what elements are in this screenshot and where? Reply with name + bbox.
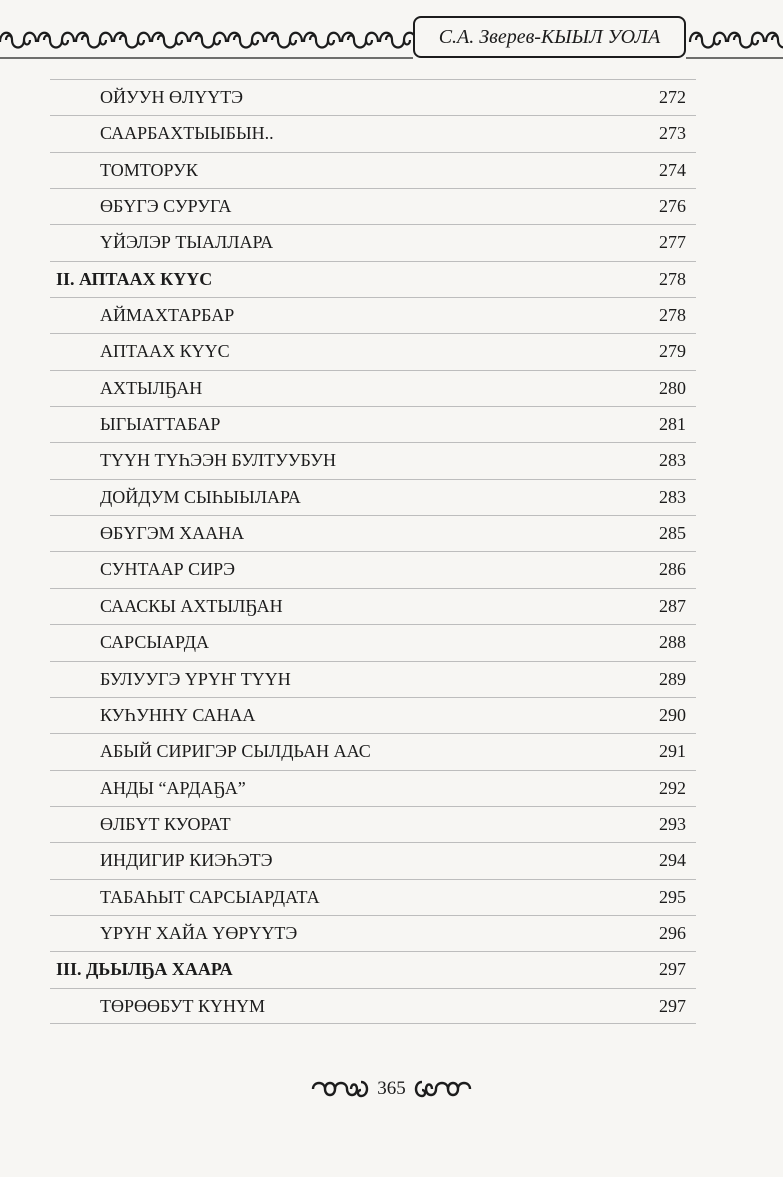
toc-section-row [50, 261, 696, 297]
toc-page-number: 290 [659, 704, 686, 725]
toc-title: ҮЙЭЛЭР ТЫАЛЛАРА [100, 232, 274, 253]
running-head-title: С.А. Зверев-КЫЫЛ УОЛА [438, 25, 661, 48]
toc-row [50, 915, 696, 951]
toc-title: ДОЙДУМ СЫҺЫЫЛАРА [100, 486, 301, 507]
toc-title: ӨБҮГЭ СУРУГА [100, 196, 232, 217]
toc-row [50, 806, 696, 842]
toc-title: II. АПТААХ КҮҮС [56, 268, 213, 289]
toc-title: ӨБҮГЭМ ХААНА [100, 523, 245, 544]
toc-row [50, 406, 696, 442]
toc-page-number: 278 [659, 268, 686, 289]
toc-row [50, 624, 696, 660]
page-number: 365 [377, 1078, 406, 1099]
toc-title: СААСКЫ АХТЫЛҔАН [100, 595, 283, 616]
toc-page-number: 280 [659, 377, 686, 398]
toc-page-number: 272 [659, 87, 686, 107]
toc-row [50, 333, 696, 369]
toc-title: ТҮҮН ТҮҺЭЭН БУЛТУУБУН [100, 450, 337, 471]
toc-title: ОЙУУН ӨЛҮҮТЭ [100, 87, 244, 107]
toc-page-number: 283 [659, 486, 686, 507]
toc-title: ТӨРӨӨБУТ КҮНҮМ [100, 995, 265, 1016]
toc-page-number: 286 [659, 559, 686, 580]
toc-page-number: 278 [659, 305, 686, 326]
toc-title: БУЛУУГЭ ҮРҮҤ ТҮҮН [100, 668, 291, 689]
toc-page-number: 279 [659, 341, 686, 362]
toc-page-number: 287 [659, 595, 686, 616]
toc-row [50, 188, 696, 224]
toc-page-number: 292 [659, 777, 686, 798]
toc-row [50, 152, 696, 188]
toc-title: III. ДЬЫЛҔА ХААРА [56, 959, 233, 980]
running-head [413, 16, 686, 58]
toc-title: АНДЫ “АРДАҔА” [100, 777, 246, 798]
toc-row [50, 661, 696, 697]
toc-row [50, 879, 696, 915]
toc-title: САРСЫАРДА [100, 632, 209, 653]
toc-title: ӨЛБҮТ КУОРАТ [100, 813, 231, 834]
toc-row [50, 551, 696, 587]
toc-page-number: 276 [659, 196, 686, 217]
toc-row [50, 370, 696, 406]
toc-page-number: 281 [659, 414, 686, 435]
toc-page-number: 273 [659, 123, 686, 144]
toc-row [50, 115, 696, 151]
toc-page-number: 277 [659, 232, 686, 253]
toc-row [50, 515, 696, 551]
toc-row [50, 79, 696, 115]
toc-title: АПТААХ КҮҮС [100, 341, 230, 362]
page-header [0, 0, 783, 64]
toc-page-number: 285 [659, 523, 686, 544]
toc-row [50, 479, 696, 515]
toc-title: СААРБАХТЫЫБЫН.. [100, 123, 274, 144]
toc-page-number: 288 [659, 632, 686, 653]
toc-title: АХТЫЛҔАН [100, 377, 203, 398]
toc-page-number: 297 [659, 995, 686, 1016]
toc-page-number: 291 [659, 741, 686, 762]
toc-page-number: 295 [659, 886, 686, 907]
toc-row [50, 297, 696, 333]
toc-title: ИНДИГИР КИЭҺЭТЭ [100, 850, 273, 871]
toc-title: АБЫЙ СИРИГЭР СЫЛДЬАН ААС [100, 741, 371, 762]
toc-title: ТАБАҺЫТ САРСЫАРДАТА [100, 886, 320, 907]
ornament-right-icon [412, 1078, 474, 1100]
toc-page-number: 297 [659, 959, 686, 980]
toc-page-number: 289 [659, 668, 686, 689]
table-of-contents [50, 79, 696, 1024]
toc-title: ҮРҮҤ ХАЙА ҮӨРҮҮТЭ [100, 922, 298, 943]
toc-title: КУҺУННҮ САНАА [100, 704, 256, 725]
toc-title: АЙМАХТАРБАР [100, 305, 235, 326]
toc-row [50, 988, 696, 1024]
toc-row [50, 842, 696, 878]
toc-row [50, 770, 696, 806]
toc-row [50, 697, 696, 733]
page-footer [0, 1078, 783, 1100]
toc-title: СУНТААР СИРЭ [100, 559, 236, 580]
toc-row [50, 588, 696, 624]
toc-page-number: 283 [659, 450, 686, 471]
ornament-left-icon [309, 1078, 371, 1100]
toc-page-number: 294 [659, 850, 686, 871]
toc-row [50, 224, 696, 260]
toc-page-number: 296 [659, 922, 686, 943]
toc-title: ЫГЫАТТАБАР [100, 414, 221, 435]
toc-page-number: 274 [659, 159, 686, 180]
toc-row [50, 733, 696, 769]
toc-title: ТОМТОРУК [100, 159, 198, 180]
toc-page-number: 293 [659, 813, 686, 834]
toc-section-row [50, 951, 696, 987]
toc-row [50, 442, 696, 478]
